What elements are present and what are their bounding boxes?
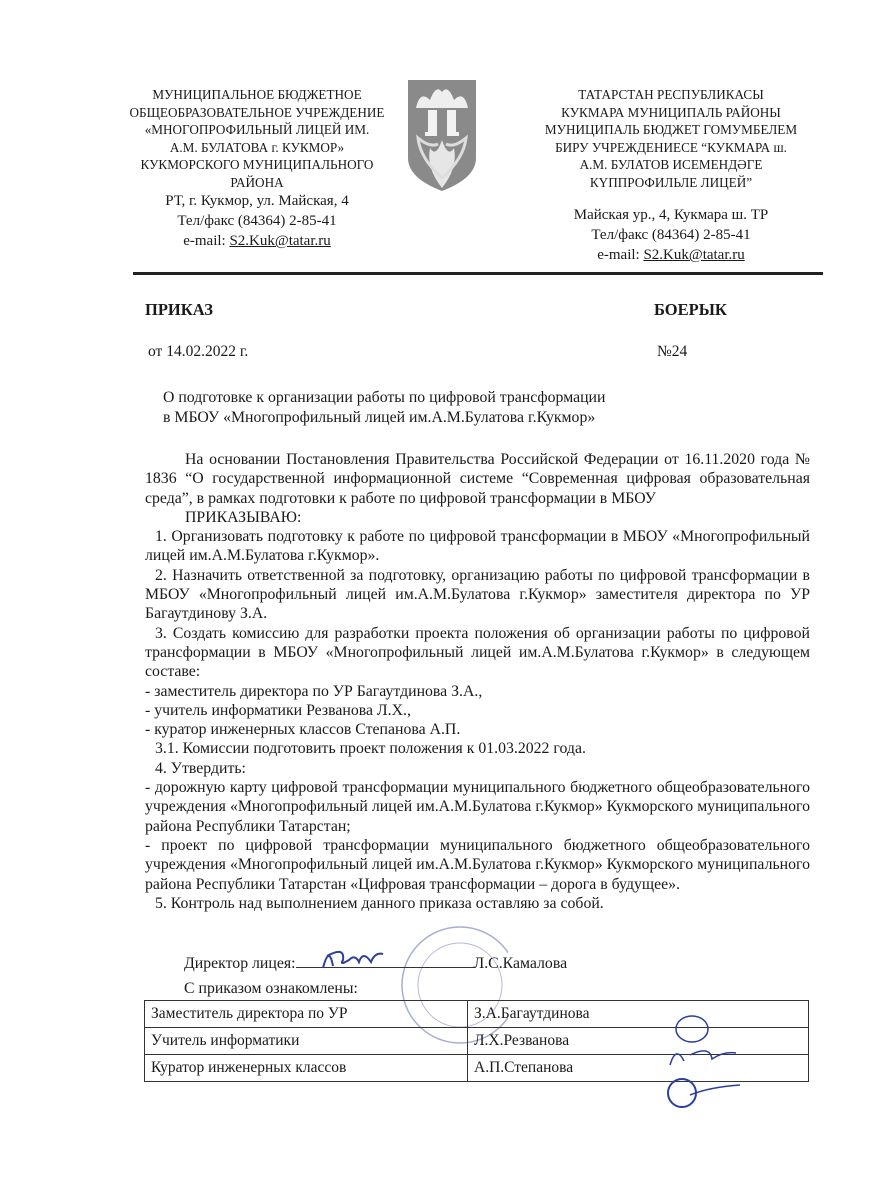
director-name: Л.С.Камалова xyxy=(473,955,568,972)
header-line: КУКМОРСКОГО МУНИЦИПАЛЬНОГО xyxy=(140,157,374,172)
header-right xyxy=(530,86,812,265)
subject-line: О подготовке к организации работы по цифровой трансформации xyxy=(163,389,606,406)
phone: Тел/факс (84364) 2-85-41 xyxy=(591,227,751,243)
email-line xyxy=(530,245,812,265)
header-line: КУКМАРА МУНИЦИПАЛЬ РАЙОНЫ xyxy=(561,104,781,120)
item: - куратор инженерных классов Степанова А.П. xyxy=(145,721,461,739)
header-line: А.М. БУЛАТОВ ИСЕМЕНДӘГЕ xyxy=(579,157,763,172)
order-number: №24 xyxy=(657,343,688,360)
name-cell: З.А.Багаутдинова xyxy=(468,1001,809,1028)
director-signature xyxy=(315,940,390,975)
email-label: e-mail: xyxy=(183,233,230,249)
order-subject xyxy=(163,388,605,427)
name-cell: Л.Х.Резванова xyxy=(468,1028,809,1055)
intro-paragraph: На основании Постановления Правительства Российской Федерации от 16.11.2020 года № 1836 “О государственной информационной системе “Современная цифровая образовательная среда”, в рамках подготовки к работе по цифровой трансформации в МБОУ xyxy=(145,451,810,507)
order-date: от 14.02.2022 г. xyxy=(148,343,249,360)
item: - дорожную карту цифровой трансформации муниципального бюджетного общеобразовательного учреждения «Многопрофильный лицей им.А.М.Булатова г.Кукмор» Кукморского муниципального района Республики Татарстан; xyxy=(145,779,810,835)
item: - учитель информатики Резванова Л.Х., xyxy=(145,701,411,719)
email-link[interactable]: S2.Kuk@tatar.ru xyxy=(229,233,331,249)
item: - проект по цифровой трансформации муниципального бюджетного общеобразовательного учреждения «Многопрофильный лицей им.А.М.Булатова г.Кукмор» Кукморского муниципального района Республики Татарстан «Цифровая трансформации – дорога в будущее». xyxy=(145,836,810,893)
name-cell: А.П.Степанова xyxy=(468,1055,809,1082)
position-cell: Куратор инженерных классов xyxy=(145,1055,468,1082)
header-line: ОБЩЕОБРАЗОВАТЕЛЬНОЕ УЧРЕЖДЕНИЕ xyxy=(129,104,385,120)
header-left xyxy=(112,86,402,251)
director-role: Директор лицея: xyxy=(184,955,296,972)
phone: Тел/факс (84364) 2-85-41 xyxy=(177,213,337,229)
item: 3.1. Комиссии подготовить проект положения к 01.03.2022 года. xyxy=(155,740,586,758)
coat-of-arms-logo xyxy=(406,78,478,193)
order-body xyxy=(145,450,810,913)
position-cell: Учитель информатики xyxy=(145,1028,468,1055)
item: 4. Утвердить: xyxy=(155,759,246,777)
header-line: ТАТАРСТАН РЕСПУБЛИКАСЫ xyxy=(578,87,764,102)
item: 2. Назначить ответственной за подготовку, организацию работы по цифровой трансформации в МБОУ «Многопрофильный лицей им.А.М.Булатова г.Кукмор» заместителя директора по УР Багаутдинову З.А. xyxy=(145,566,810,623)
staff-signatures xyxy=(650,1015,770,1110)
email-line xyxy=(112,231,402,251)
order-title-ru: ПРИКАЗ xyxy=(145,300,213,319)
item: 1. Организовать подготовку к работе по цифровой трансформации в МБОУ «Многопрофильный лицей им.А.М.Булатова г.Кукмор». xyxy=(145,528,810,565)
header-line: «МНОГОПРОФИЛЬНЫЙ ЛИЦЕЙ ИМ. xyxy=(144,122,370,137)
address: Майская ур., 4, Кукмара ш. ТР xyxy=(573,207,769,223)
item: 5. Контроль над выполнением данного приказа оставляю за собой. xyxy=(155,894,604,912)
header-line: РАЙОНА xyxy=(230,174,284,190)
header-line: КҮППРОФИЛЬЛЕ ЛИЦЕЙ” xyxy=(589,174,753,190)
item: - заместитель директора по УР Багаутдинова З.А., xyxy=(145,682,483,700)
header-line: МУНИЦИПАЛЬ БЮДЖЕТ ГОМУМБЕЛЕМ xyxy=(544,122,798,137)
email-label: e-mail: xyxy=(597,247,644,263)
item: 3. Создать комиссию для разработки проекта положения об организации работы по цифровой трансформации в МБОУ «Многопрофильный лицей им.А.М.Булатова г.Кукмор» в следующем составе: xyxy=(145,624,810,681)
acquainted-label: С приказом ознакомлены: xyxy=(184,980,358,997)
subject-line: в МБОУ «Многопрофильный лицей им.А.М.Булатова г.Кукмор» xyxy=(163,408,596,426)
header-line: А.М. БУЛАТОВА г. КУКМОР» xyxy=(169,139,345,155)
header-line: МУНИЦИПАЛЬНОЕ БЮДЖЕТНОЕ xyxy=(152,87,362,102)
header-divider xyxy=(133,272,823,275)
order-word: ПРИКАЗЫВАЮ: xyxy=(185,508,302,526)
address: РТ, г. Кукмор, ул. Майская, 4 xyxy=(165,193,349,209)
position-cell: Заместитель директора по УР xyxy=(145,1001,468,1028)
email-link[interactable]: S2.Kuk@tatar.ru xyxy=(643,247,745,263)
order-title-tt: БОЕРЫК xyxy=(654,300,727,319)
header-line: БИРУ УЧРЕЖДЕНИЕСЕ “КУКМАРА ш. xyxy=(555,139,787,155)
